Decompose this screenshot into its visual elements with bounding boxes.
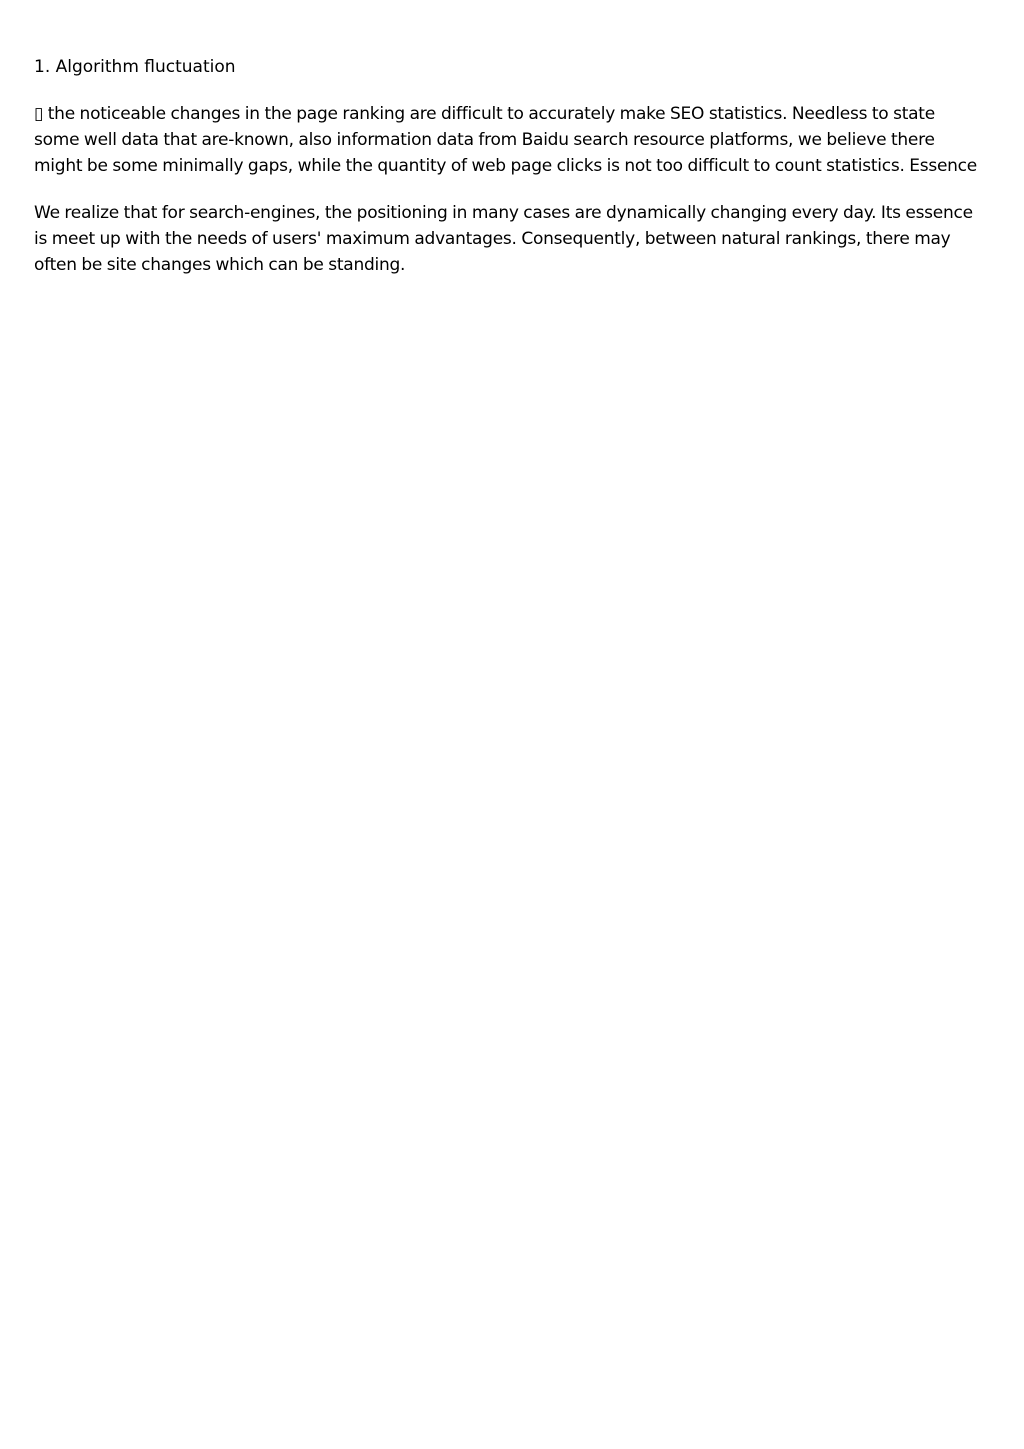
paragraph-1 (34, 101, 994, 179)
paragraph-line: We realize that for search-engines, the positioning in many cases are dynamically changing every day. Its essence (34, 203, 973, 223)
section-heading: 1. Algorithm fluctuation (34, 57, 236, 77)
paragraph-line: ▯ the noticeable changes in the page ranking are difficult to accurately make SEO statistics. Needless to state (34, 104, 935, 124)
paragraph-line: might be some minimally gaps, while the quantity of web page clicks is not too difficult to count statistics. Essence (34, 156, 977, 176)
paragraph-line: is meet up with the needs of users' maximum advantages. Consequently, between natural rankings, there may (34, 229, 951, 249)
paragraph-2 (34, 200, 994, 278)
paragraph-line: some well data that are-known, also information data from Baidu search resource platforms, we believe there (34, 130, 935, 150)
paragraph-line: often be site changes which can be standing. (34, 255, 406, 275)
document-body (34, 54, 994, 299)
